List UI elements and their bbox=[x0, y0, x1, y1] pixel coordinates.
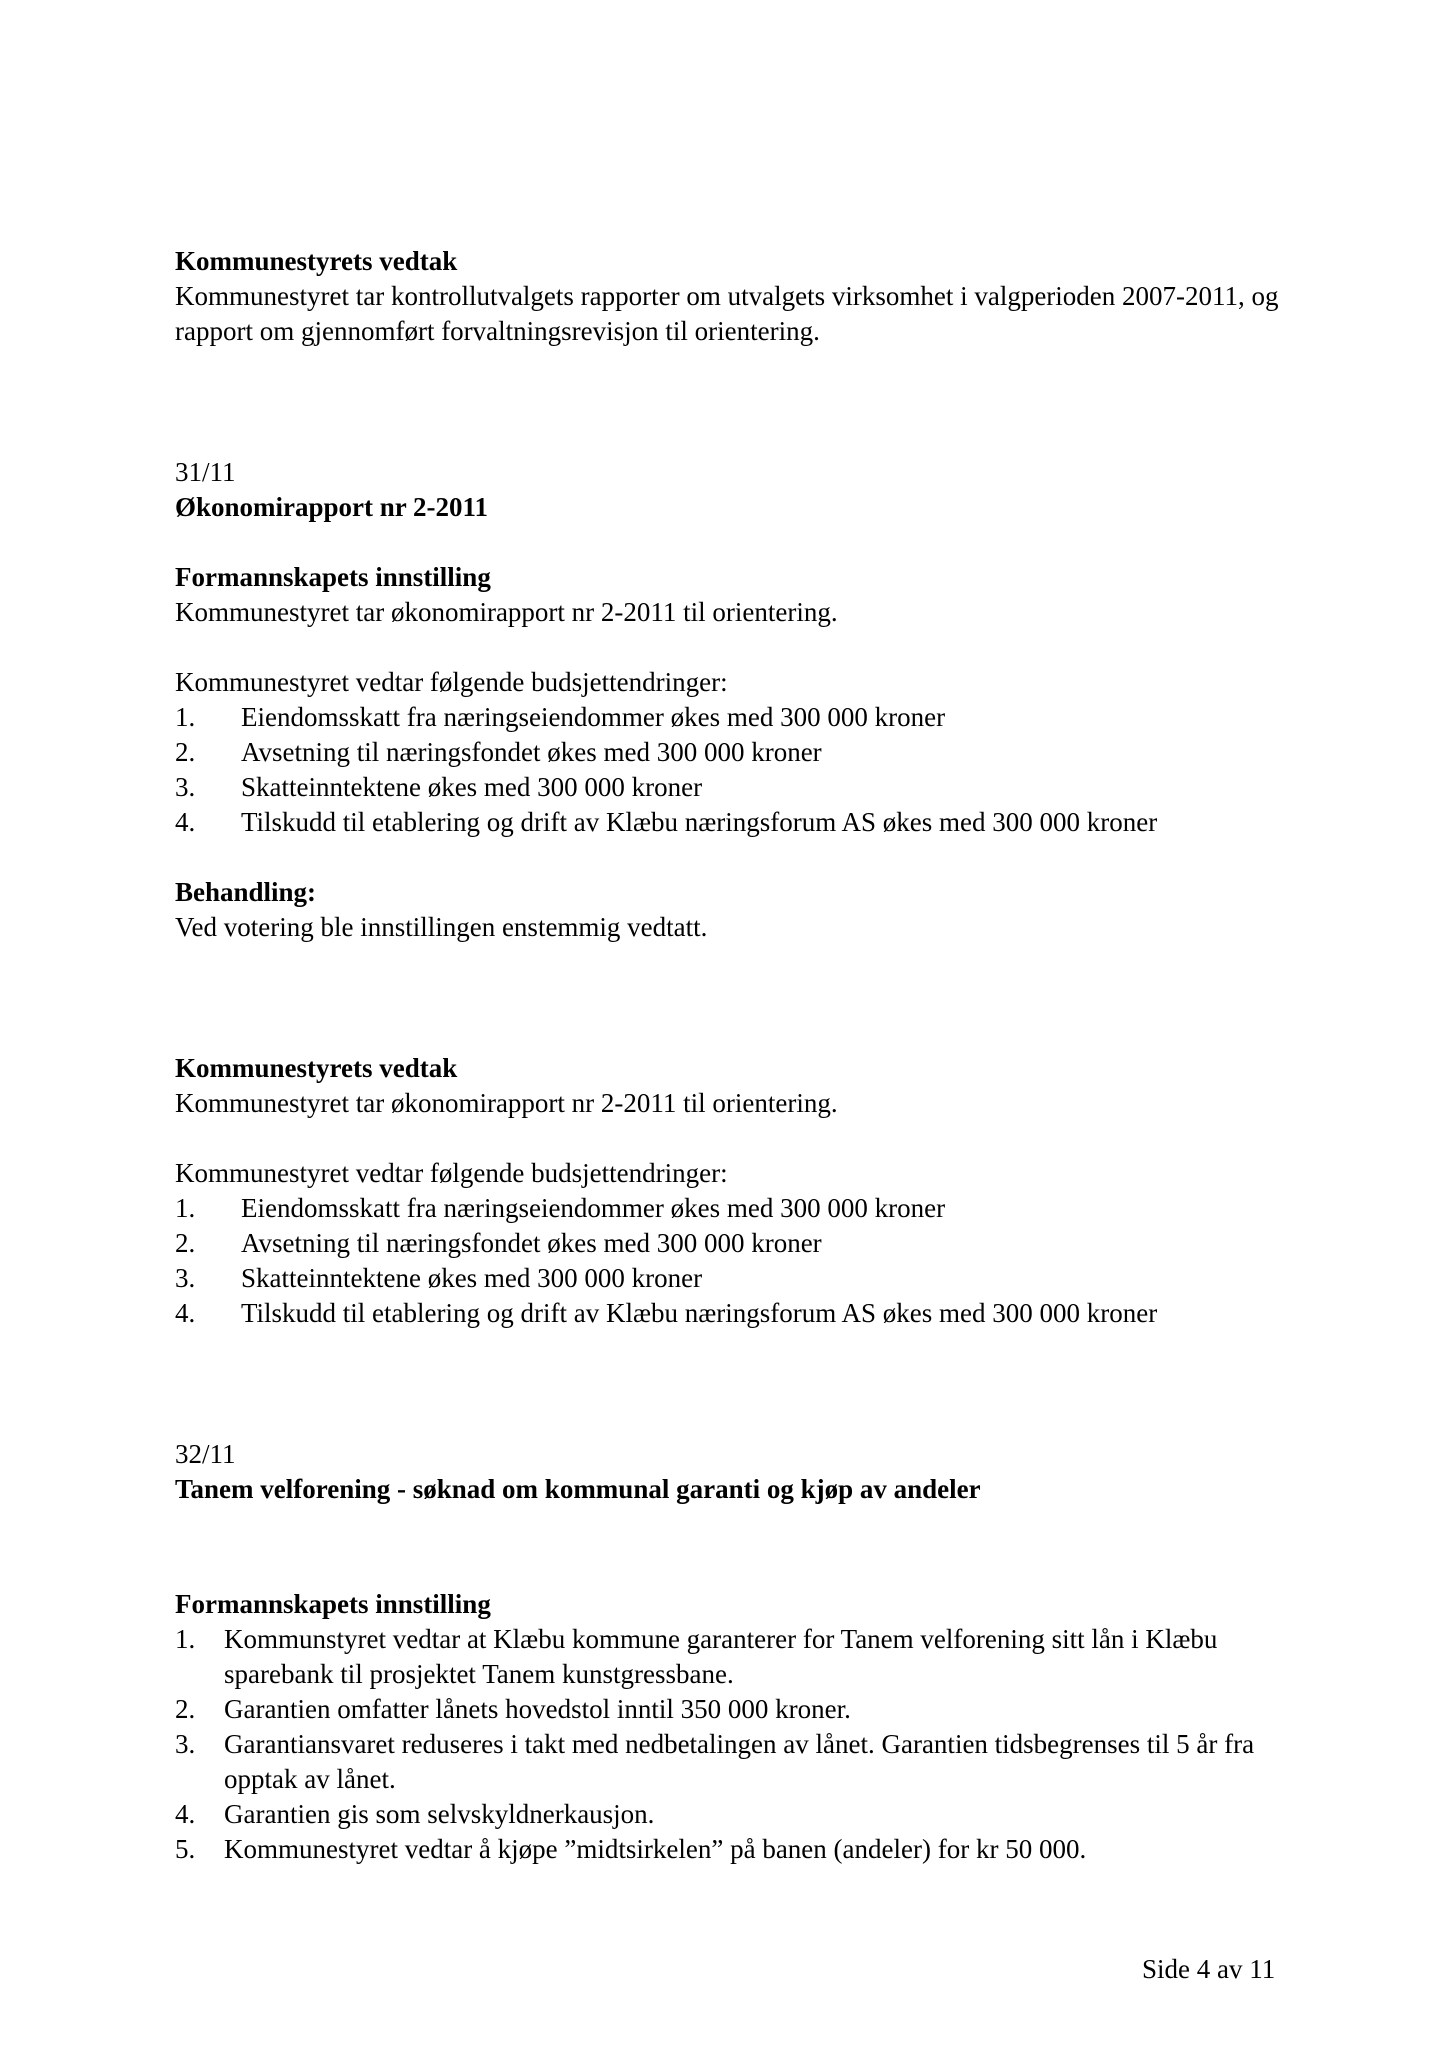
list-item-number: 2. bbox=[175, 1694, 196, 1724]
list-item-number: 4. bbox=[175, 1799, 196, 1829]
document-page bbox=[175, 244, 1295, 1867]
list-item-number: 1. bbox=[175, 1624, 196, 1654]
page-number: Side 4 av 11 bbox=[1142, 1954, 1276, 1984]
innstilling-text: Kommunestyret tar økonomirapport nr 2-2011 til orientering. bbox=[175, 597, 838, 627]
list-item bbox=[175, 1191, 1295, 1226]
list-item-text: Kommunstyret vedtar at Klæbu kommune garanterer for Tanem velforening sitt lån i Klæbu sparebank til prosjektet Tanem kunstgressbane. bbox=[224, 1624, 1218, 1689]
list-item bbox=[175, 1622, 1275, 1692]
list-item bbox=[175, 1832, 1275, 1867]
list-item-number: 5. bbox=[175, 1834, 196, 1864]
case-number: 31/11 bbox=[175, 457, 236, 487]
list-item-number: 2. bbox=[175, 737, 196, 767]
behandling-text: Ved votering ble innstillingen enstemmig vedtatt. bbox=[175, 912, 708, 942]
list-item bbox=[175, 1727, 1275, 1797]
list-item bbox=[175, 1692, 1275, 1727]
vedtak-text: Kommunestyret tar kontrollutvalgets rapporter om utvalgets virksomhet i valgperioden 2007-2011, og rapport om gjennomført forvaltningsrevisjon til orientering. bbox=[175, 281, 1279, 346]
list-item-number: 3. bbox=[175, 1263, 196, 1293]
list-item-text: Skatteinntektene økes med 300 000 kroner bbox=[241, 1263, 703, 1293]
innstilling-list bbox=[175, 1622, 1275, 1867]
list-item-number: 4. bbox=[175, 807, 196, 837]
list-item-text: Skatteinntektene økes med 300 000 kroner bbox=[241, 772, 703, 802]
vedtak-intro: Kommunestyret vedtar følgende budsjettendringer: bbox=[175, 1158, 728, 1188]
innstilling-heading: Formannskapets innstilling bbox=[175, 562, 491, 592]
list-item-text: Avsetning til næringsfondet økes med 300 000 kroner bbox=[241, 737, 822, 767]
list-item bbox=[175, 805, 1295, 840]
vedtak-list bbox=[175, 1191, 1295, 1331]
list-item-number: 1. bbox=[175, 702, 196, 732]
innstilling-heading: Formannskapets innstilling bbox=[175, 1589, 491, 1619]
list-item-text: Garantien gis som selvskyldnerkausjon. bbox=[224, 1799, 655, 1829]
case-title: Tanem velforening - søknad om kommunal garanti og kjøp av andeler bbox=[175, 1474, 981, 1504]
list-item-text: Avsetning til næringsfondet økes med 300 000 kroner bbox=[241, 1228, 822, 1258]
vedtak-text: Kommunestyret tar økonomirapport nr 2-2011 til orientering. bbox=[175, 1088, 838, 1118]
case-number: 32/11 bbox=[175, 1439, 236, 1469]
innstilling-list bbox=[175, 700, 1295, 840]
list-item-number: 3. bbox=[175, 1729, 196, 1759]
list-item bbox=[175, 1797, 1275, 1832]
behandling-heading: Behandling: bbox=[175, 877, 317, 907]
list-item bbox=[175, 1296, 1295, 1331]
list-item-text: Tilskudd til etablering og drift av Klæbu næringsforum AS økes med 300 000 kroner bbox=[241, 1298, 1158, 1328]
innstilling-intro: Kommunestyret vedtar følgende budsjettendringer: bbox=[175, 667, 728, 697]
list-item-text: Garantien omfatter lånets hovedstol inntil 350 000 kroner. bbox=[224, 1694, 851, 1724]
list-item-text: Eiendomsskatt fra næringseiendommer økes med 300 000 kroner bbox=[241, 702, 946, 732]
list-item-number: 2. bbox=[175, 1228, 196, 1258]
vedtak-heading: Kommunestyrets vedtak bbox=[175, 1053, 458, 1083]
list-item-number: 3. bbox=[175, 772, 196, 802]
list-item-text: Garantiansvaret reduseres i takt med nedbetalingen av lånet. Garantien tidsbegrenses til 5 år fra opptak av lånet. bbox=[224, 1729, 1255, 1794]
list-item-number: 1. bbox=[175, 1193, 196, 1223]
list-item-text: Tilskudd til etablering og drift av Klæbu næringsforum AS økes med 300 000 kroner bbox=[241, 807, 1158, 837]
list-item bbox=[175, 1226, 1295, 1261]
list-item-text: Kommunestyret vedtar å kjøpe ”midtsirkelen” på banen (andeler) for kr 50 000. bbox=[224, 1834, 1087, 1864]
list-item bbox=[175, 700, 1295, 735]
list-item bbox=[175, 1261, 1295, 1296]
case-title: Økonomirapport nr 2-2011 bbox=[175, 492, 489, 522]
list-item-number: 4. bbox=[175, 1298, 196, 1328]
list-item-text: Eiendomsskatt fra næringseiendommer økes med 300 000 kroner bbox=[241, 1193, 946, 1223]
list-item bbox=[175, 770, 1295, 805]
list-item bbox=[175, 735, 1295, 770]
vedtak-heading: Kommunestyrets vedtak bbox=[175, 246, 458, 276]
